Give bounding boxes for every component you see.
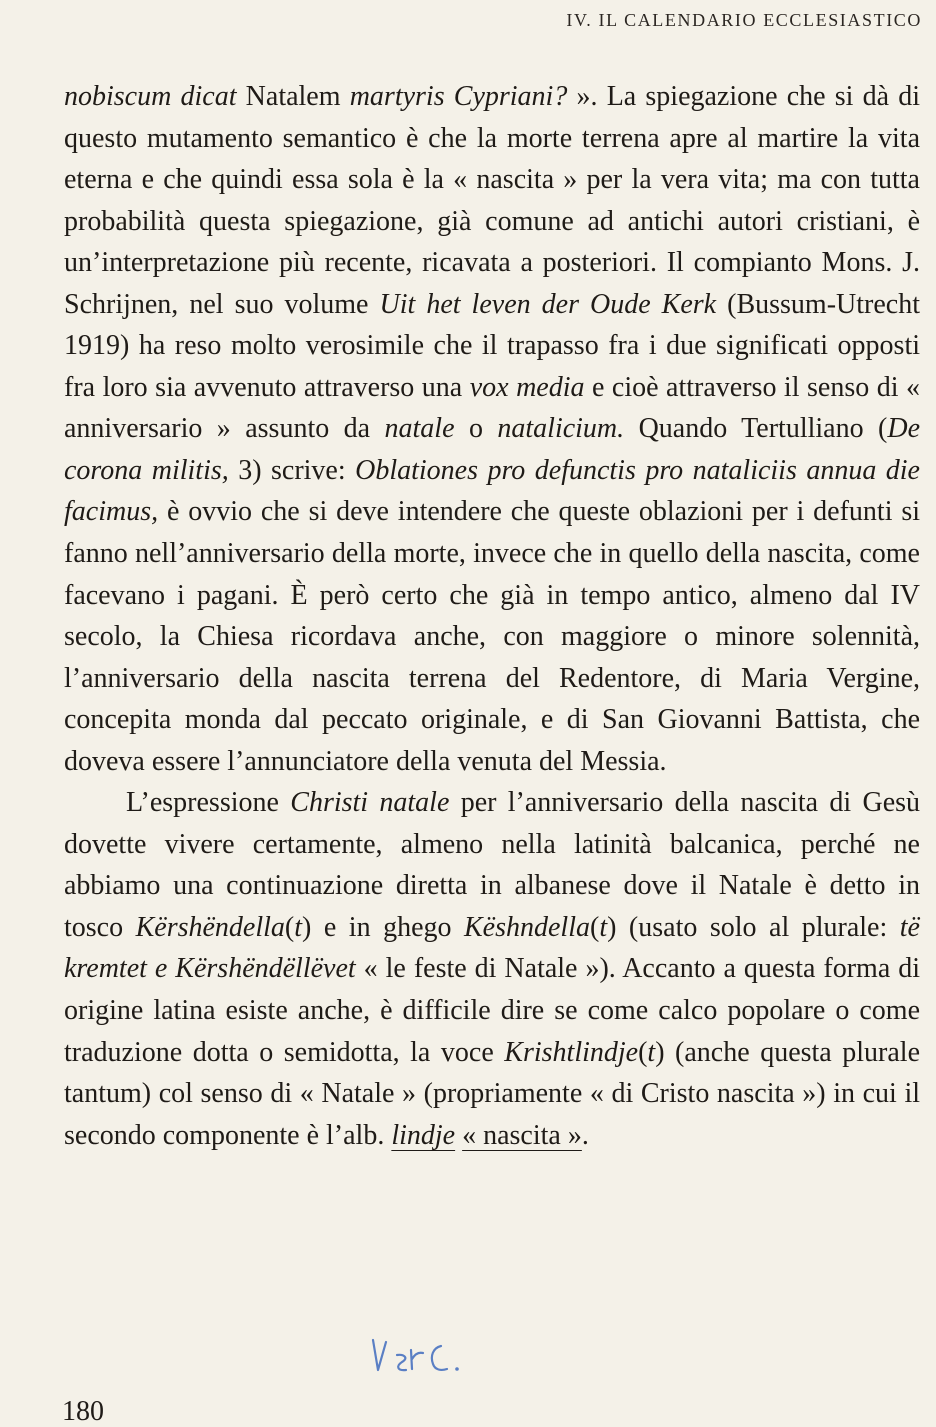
p1-italic-5: natale (384, 413, 455, 445)
p2-italic-2: Kërshëndella (135, 911, 285, 943)
p1-text-8: è ovvio che si deve intendere che queste oblazioni per i defunti si fanno nell’anniversario della morte, invece che in quello della nascita, come facevano i pagani. È però certo che già in tempo antico, almeno dal IV secolo, la Chiesa ricordava anche, con maggiore o minore solennità, l’anniversario della nascita terrena del Redentore, di Maria Vergine, concepita monda dal peccato originale, e di San Giovanni Battista, che doveva essere l’annunciatore della venuta del Messia. (64, 496, 920, 777)
p2-text-5: « le feste di Natale »). Accanto a questa forma di origine latina esiste anche, è difficile dire se come calco popolare o come traduzione dotta o semidotta, la voce (64, 953, 920, 1068)
p1-text-4: e cioè attraverso il senso di « anniversario » assunto da (64, 371, 920, 445)
p2-underlined-text: « nascita » (462, 1119, 582, 1151)
p2-italic-1: Christi natale (290, 787, 450, 819)
p1-text-7: 3) scrive: (228, 454, 356, 486)
p2-text-3: ) e in ghego (302, 911, 464, 943)
p2-italic-5: t (599, 911, 608, 943)
paragraph-2 (64, 782, 920, 1156)
p2-text-6: ) (anche questa plurale tantum) col senso di « Natale » (propriamente « di Cristo nascita ») in cui il secondo componente è l’alb. (64, 1036, 921, 1151)
p1-text-1: Natalem (236, 81, 350, 112)
p2-paren-3: ( (638, 1036, 648, 1068)
p2-text-4: ) (usato solo al plurale: (607, 911, 900, 943)
p1-text-6: Quando Tertulliano ( (624, 413, 888, 445)
p1-italic-4: vox media (469, 371, 585, 403)
p1-italic-2: martyris Cypriani? (349, 81, 568, 112)
p1-text-3: (Bussum-Utrecht 1919) ha reso molto verosimile che il trapasso fra i due significati opposti fra loro sia avvenuto attraverso una (64, 288, 920, 403)
p1-italic-1: nobiscum dicat (64, 81, 237, 112)
p2-text-1: L’espressione (126, 787, 291, 819)
p2-paren-1: ( (284, 911, 295, 943)
p1-italic-7: De corona militis, (64, 413, 921, 486)
handwritten-note (369, 1332, 465, 1378)
body-text (64, 76, 920, 1156)
p2-italic-4: Këshndella (464, 911, 590, 943)
p2-underlined-italic: lindje (391, 1119, 456, 1151)
p1-italic-6: natalicium. (497, 413, 625, 445)
p2-italic-3: t (294, 911, 303, 943)
paragraph-1 (64, 76, 920, 782)
p1-text-2: ». La spiegazione che si dà di questo mutamento semantico è che la morte terrena apre al martire la vita eterna e che quindi essa sola è la « nascita » per la vera vita; ma con tutta probabilità questa spiegazione, già comune ad antichi autori cristiani, è un’interpretazione più recente, ricavata a posteriori. Il compianto Mons. J. Schrijnen, nel suo volume (64, 81, 921, 320)
p1-text-5: o (454, 413, 498, 445)
p2-paren-2: ( (590, 911, 600, 943)
p1-italic-8: Oblationes pro defunctis pro nataliciis annua die facimus, (64, 454, 920, 528)
p2-text-2: per l’anniversario della nascita di Gesù dovette vivere certamente, almeno nella latinità balcanica, perché ne abbiamo una continuazione diretta in albanese dove il Natale è detto in tosco (64, 787, 921, 943)
p2-italic-6: të kremtet e Kërshëndëllëvet (64, 911, 920, 985)
page-number: 180 (62, 1396, 104, 1427)
p2-final-period: . (581, 1119, 589, 1151)
running-head: IV. IL CALENDARIO ECCLESIASTICO (566, 10, 922, 30)
p2-italic-8: t (647, 1036, 656, 1068)
p2-italic-7: Krishtlindje (504, 1036, 639, 1068)
p1-italic-3: Uit het leven der Oude Kerk (379, 288, 717, 320)
